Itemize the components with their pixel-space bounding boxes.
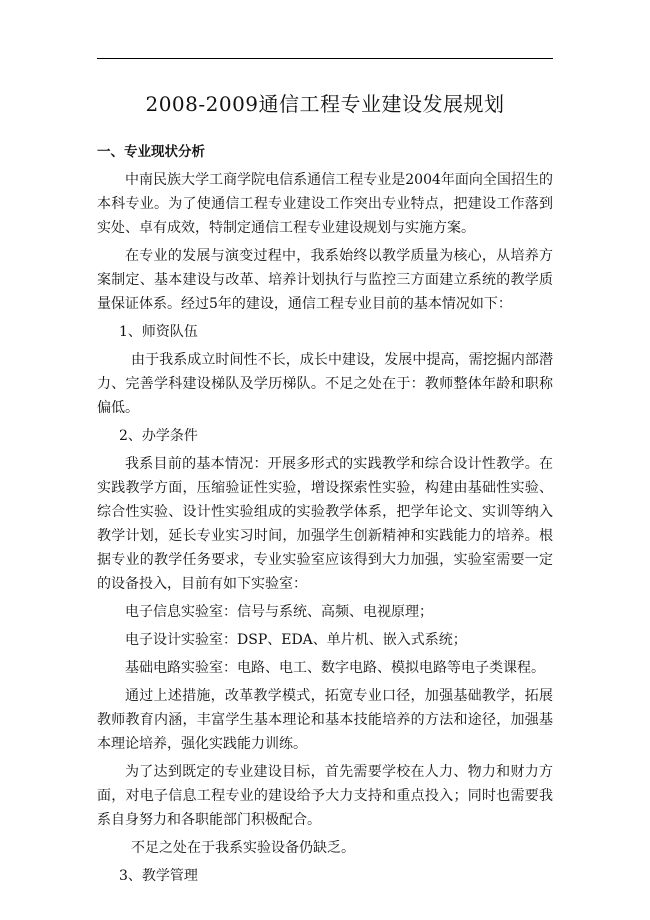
paragraph: 我系目前的基本情况：开展多形式的实践教学和综合设计性教学。在实践教学方面，压缩验证性实验，增设探索性实验，构建由基础性实验、综合性实验、设计性实验组成的实验教学体系，把学年论文、实训等纳入教学计划，延长专业实习时间，加强学生创新精神和实践能力的培养。根据专业的教学任务要求，专业实验室应该得到大力加强，实验室需要一定的设备投入，目前有如下实验室： [97, 456, 553, 592]
subsection-heading: 1、师资队伍 [119, 324, 198, 340]
lab-item: 电子设计实验室：DSP、EDA、单片机、嵌入式系统； [125, 632, 467, 648]
section-heading: 一、专业现状分析 [97, 144, 205, 160]
paragraph: 不足之处在于我系实验设备仍缺乏。 [131, 840, 355, 856]
document-title: 2008-2009通信工程专业建设发展规划 [145, 92, 505, 116]
paragraph: 为了达到既定的专业建设目标，首先需要学校在人力、物力和财力方面，对电子信息工程专业的建设给予大力支持和重点投入；同时也需要我系自身努力和各职能部门积极配合。 [97, 764, 553, 828]
lab-item: 电子信息实验室：信号与系统、高频、电视原理； [125, 604, 433, 620]
lab-item: 基础电路实验室：电路、电工、数字电路、模拟电路等电子类课程。 [125, 660, 545, 676]
paragraph: 在专业的发展与演变过程中，我系始终以教学质量为核心，从培养方案制定、基本建设与改革、培养计划执行与监控三方面建立系统的教学质量保证体系。经过5年的建设，通信工程专业目前的基本情况如下： [97, 248, 553, 312]
subsection-heading: 3、教学管理 [119, 868, 198, 884]
paragraph: 通过上述措施，改革教学模式，拓宽专业口径，加强基础教学，拓展教师教育内涵，丰富学生基本理论和基本技能培养的方法和途径，加强基本理论培养，强化实践能力训练。 [97, 688, 553, 752]
subsection-heading: 2、办学条件 [119, 428, 198, 444]
paragraph: 由于我系成立时间性不长，成长中建设，发展中提高，需挖掘内部潜力、完善学科建设梯队及学历梯队。不足之处在于：教师整体年龄和职称偏低。 [97, 352, 553, 416]
paragraph: 中南民族大学工商学院电信系通信工程专业是2004年面向全国招生的本科专业。为了使通信工程专业建设工作突出专业特点，把建设工作落到实处、卓有成效，特制定通信工程专业建设规划与实施方案。 [97, 172, 553, 236]
header-rule [97, 58, 553, 59]
document-body [97, 140, 553, 888]
